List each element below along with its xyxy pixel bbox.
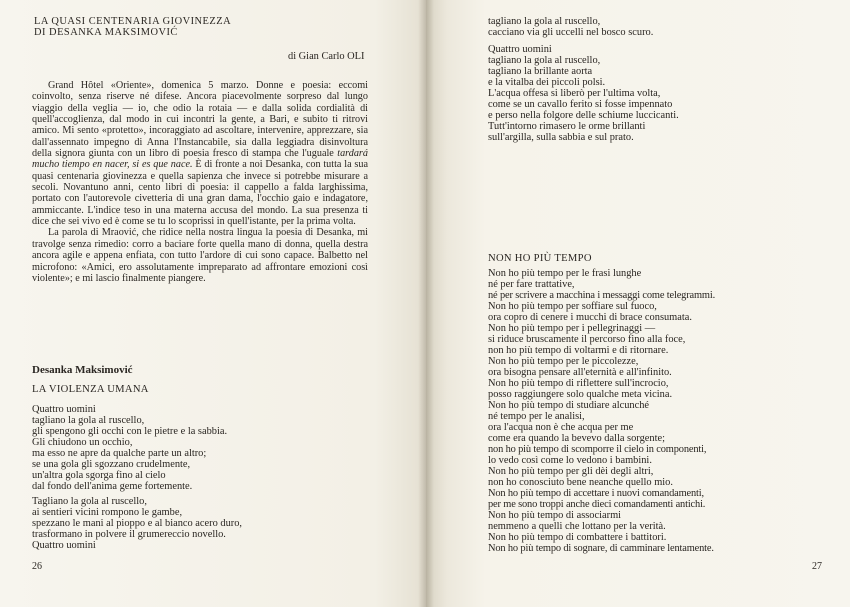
poem2-line: lo vedo così come lo vedono i bambini. [488, 455, 652, 466]
article-title-line-2: DI DESANKA MAKSIMOVIĆ [34, 27, 178, 38]
book-gutter [418, 0, 434, 607]
poem2-line: Non ho più tempo per soffiare sul fuoco, [488, 301, 657, 312]
poem2-line: Non ho più tempo di studiare alcunché [488, 400, 650, 411]
stanza3-line: e la vitalba dei piccoli polsi. [488, 77, 606, 88]
stanza2-line: Quattro uomini [32, 540, 96, 551]
stanza3-line: tagliano la brillante aorta [488, 66, 593, 77]
poem2-line: per me sono troppi anche dieci comandamenti antichi. [488, 499, 706, 510]
poem2-line: Non ho più tempo per le frasi lunghe [488, 268, 642, 279]
stanza1-line: dal fondo dell'anima geme fortemente. [32, 481, 193, 492]
poem2-line: Non ho più tempo di combattere i battitori. [488, 532, 667, 543]
stanza1-line: gli spengono gli occhi con le pietre e la sabbia. [32, 426, 228, 437]
poem2-line: non ho conosciuto bene neanche quello mio. [488, 477, 673, 488]
poem2-line: nemmeno a quelli che lottano per la verità. [488, 521, 666, 532]
paragraph-1-end: È di fronte a noi Desanka, con tutta la sua quasi centenaria giovinezza e quella sapienza che invece si potrebbe misurare a secoli. Novantuno anni, cento libri di poesia: il cappello a falda larghissima, portato con l'autorevole civetteria di una gran dama, l'occhio gaio e indagatore, ammiccante. L'indice teso in una materna accusa del mondo. La sua presenza ti dice che sei vivo ed è come se tu lo scoprissi in quell'istante, per la prima volta. [32, 159, 368, 228]
poem2-line: Non ho più tempo di sognare, di camminare lentamente. [488, 543, 714, 554]
poem2-line: Non ho più tempo di riflettere sull'incrocio, [488, 378, 669, 389]
poem2-line: Non ho più tempo per le piccolezze, [488, 356, 639, 367]
stanza3-line: L'acqua offesa si liberò per l'ultima volta, [488, 88, 661, 99]
stanza3-line: Quattro uomini [488, 44, 552, 55]
stanza1-line: tagliano la gola al ruscello, [32, 415, 145, 426]
poem2-line: Non ho più tempo per i pellegrinaggi — [488, 323, 656, 334]
stanza2-line: ai sentieri vicini rompono le gambe, [32, 507, 183, 518]
article-body [32, 80, 368, 284]
article-title [34, 16, 231, 38]
paragraph-2: La parola di Mraović, che ridice nella nostra lingua la poesia di Desanka, mi travolge senza rimedio: corro a baciare forte quella mano di donna, quella destra ancora agile e appena enfiata, con tutto l'ardore di cui sono capace. Balbetto nel microfono: «Amici, ero assolutamente impreparato ad affrontare emozioni così violente»; e mi lascio finalmente piangere. [32, 227, 368, 284]
paragraph-1-italic-quote: tardará mucho tiempo en nacer, si es que nace. [32, 148, 368, 171]
poem2-line: ora copro di cenere i mucchi di brace consumata. [488, 312, 692, 323]
continuation-line: cacciano via gli uccelli nel bosco scuro. [488, 27, 654, 38]
stanza1-line: se una gola gli sgozzano crudelmente, [32, 459, 191, 470]
poem-author: Desanka Maksimović [32, 364, 133, 376]
poem2-line: si riduce bruscamente il percorso fino alla foce, [488, 334, 686, 345]
article-title-line-1: LA QUASI CENTENARIA GIOVINEZZA [34, 16, 232, 27]
paragraph-1 [32, 80, 368, 227]
poem2-line: né per scrivere a macchina i messaggi come telegrammi. [488, 290, 716, 301]
poem2-line: come era quando la bevevo dalla sorgente; [488, 433, 665, 444]
page-number-right: 27 [812, 561, 822, 572]
stanza2-line: spezzano le mani al pioppo e al bianco acero duro, [32, 518, 243, 529]
poem-title: LA VIOLENZA UMANA [32, 384, 149, 395]
stanza2-line: Tagliano la gola al ruscello, [32, 496, 147, 507]
poem2-title: NON HO PIÙ TEMPO [488, 253, 592, 264]
poem2-line: Non ho più tempo di associarmi [488, 510, 622, 521]
poem2-line: Non ho più tempo per gli dèi degli altri, [488, 466, 654, 477]
stanza2-line: trasformano in polvere il grumereccio novello. [32, 529, 226, 540]
page-number-left: 26 [32, 561, 42, 572]
stanza1-line: Quattro uomini [32, 404, 96, 415]
right-page [426, 0, 850, 607]
poem2-line: non ho più tempo di voltarmi e di ritornare. [488, 345, 669, 356]
poem2-line: non ho più tempo di scomporre il cielo in componenti, [488, 444, 707, 455]
stanza1-line: Gli chiudono un occhio, [32, 437, 133, 448]
paragraph-1-start: Grand Hôtel «Oriente», domenica 5 marzo. Donne e poesia: eccomi coinvolto, senza riserve né difese. Ancora piacevolmente sorpreso dal lungo viaggio della veglia — io, che odio la rotaia — e dalla solida cordialità di quell'accoglienza, dal modo in cui incontri la gente, a Bari, e subito ti ritrovi amico. Mi sento «protetto», incoraggiato ad ascoltare, intervenire, apprezzare, sia dall'assennato impegno di Anna l'Instancabile, sia dalla leggiadra disinvoltura della signora giunta con un libro di poesia fresco di stampa che l'uguale [32, 80, 368, 160]
stanza3-line: Tutt'intorno rimasero le orme brillanti [488, 121, 646, 132]
poem2-line: ora l'acqua non è che acqua per me [488, 422, 634, 433]
byline: di Gian Carlo OLI [288, 51, 365, 62]
stanza3-line: e perso nella folgore delle schiume luccicanti. [488, 110, 679, 121]
stanza1-line: un'altra gola sgorga fino al cielo [32, 470, 166, 481]
poem2-line: né per fare trattative, [488, 279, 575, 290]
stanza3-line: sull'argilla, sulla sabbia e sul prato. [488, 132, 634, 143]
poem2-line: Non ho più tempo di accettare i nuovi comandamenti, [488, 488, 704, 499]
poem2-line: posso raggiungere solo qualche meta vicina. [488, 389, 673, 400]
stanza1-line: ma esso ne apre da qualche parte un altro; [32, 448, 207, 459]
poem2-line: ora bisogna pensare all'eternità e all'infinito. [488, 367, 672, 378]
stanza3-line: come se un cavallo ferito si fosse impennato [488, 99, 673, 110]
poem2-line: né tempo per le analisi, [488, 411, 585, 422]
continuation-line: tagliano la gola al ruscello, [488, 16, 601, 27]
stanza3-line: tagliano la gola al ruscello, [488, 55, 601, 66]
